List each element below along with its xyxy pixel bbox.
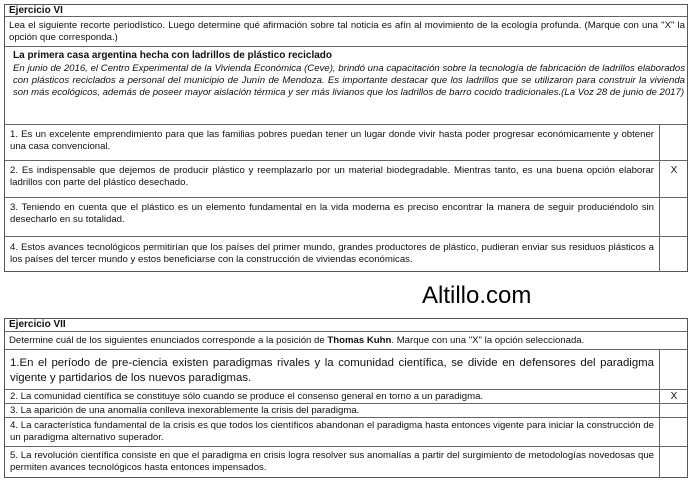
- instruction-text-start: Determine cuál de los siguientes enunciados corresponde a la posición de: [9, 335, 328, 346]
- exercise-7-instruction-row: [5, 332, 687, 350]
- exercise-7-block: [4, 318, 688, 478]
- option-text: 5. La revolución científica consiste en que el paradigma en crisis logra resolver sus anomalías a partir del surgimiento de metodologías novedosas que permiten avances tecnológicos hasta entonces impensados.: [10, 450, 654, 473]
- article-title: La primera casa argentina hecha con ladrillos de plástico reciclado: [13, 50, 333, 61]
- exercise-6-option-3[interactable]: [5, 198, 687, 237]
- exercise-7-title: Ejercicio VII: [9, 319, 66, 330]
- exercise-6-instruction-row: [5, 17, 687, 47]
- exercise-7-instruction: [9, 335, 685, 347]
- exercise-6-option-4[interactable]: [5, 237, 687, 272]
- exercise-6-instruction: Lea el siguiente recorte periodístico. Luego determine qué afirmación sobre tal noticia es afín al movimiento de la ecología profunda. (Marque con una "X" la opción que corresponda.): [9, 20, 685, 43]
- option-text: 1. Es un excelente emprendimiento para que las familias pobres puedan tener un lugar donde vivir hasta poder progresar económicamente y obtener una casa convencional.: [10, 129, 654, 152]
- instruction-text-end: . Marque con una "X" la opción seleccionada.: [391, 335, 585, 346]
- article-body: En junio de 2016, el Centro Experimental de la Vivienda Económica (Ceve), brindó una capacitación sobre la tecnología de fabricación de ladrillos elaborados con plásticos reciclados a personal del municipio de Junín de Mendoza. Es importante destacar que los ladrillos que se utilizaron para construir la vivienda son más ecológicos, además de poseer mayor aislación térmica y ser más livianos que los ladrillos de barro cocido tradicionales.(La Voz 28 de junio de 2017): [13, 63, 685, 98]
- option-text: 4. Estos avances tecnológicos permitirían que los países del primer mundo, grandes productores de plástico, pudieran enviar sus residuos plásticos a los países del tercer mundo y estos beneficiarse con la construcción de viviendas económicas.: [10, 242, 654, 265]
- exercise-6-option-2[interactable]: [5, 161, 687, 198]
- option-mark[interactable]: X: [670, 165, 678, 176]
- option-text: 2. Es indispensable que dejemos de producir plástico y reemplazarlo por un material biodegradable. Mientras tanto, es una buena opción elaborar ladrillos con parte del plástico desechado.: [10, 165, 654, 188]
- exercise-7-option-5[interactable]: [5, 447, 687, 478]
- option-text: 3. Teniendo en cuenta que el plástico es un elemento fundamental en la vida moderna es preciso encontrar la manera de seguir produciéndolo sin desecharlo en su totalidad.: [10, 202, 654, 225]
- option-text: 1.En el período de pre-ciencia existen paradigmas rivales y la comunidad científica, se divide en defensores del paradigma vigente y partidarios de los nuevos paradigmas.: [10, 357, 654, 384]
- option-text: 2. La comunidad científica se constituye sólo cuando se produce el consenso general en torno a un paradigma.: [10, 391, 484, 402]
- option-mark[interactable]: X: [670, 391, 678, 402]
- option-text: 4. La característica fundamental de la crisis es que todos los científicos abandonan el paradigma hasta entonces vigente para iniciar la construcción de un paradigma alternativo superador.: [10, 420, 654, 443]
- exercise-6-article-row: [5, 47, 687, 125]
- exercise-7-option-4[interactable]: [5, 418, 687, 447]
- instruction-author: Thomas Kuhn: [327, 335, 392, 346]
- option-text: 3. La aparición de una anomalía conlleva inexorablemente la crisis del paradigma.: [10, 405, 360, 416]
- exercise-6-header-row: [5, 5, 687, 17]
- exercise-7-header-row: [5, 319, 687, 332]
- exercise-6-block: [4, 4, 688, 272]
- exercise-7-option-2[interactable]: [5, 390, 687, 404]
- exercise-6-option-1[interactable]: [5, 125, 687, 161]
- watermark-altillo: Altillo.com: [422, 282, 532, 309]
- exercise-7-option-1[interactable]: [5, 350, 687, 390]
- exercise-7-options: [5, 350, 687, 478]
- exercise-7-option-3[interactable]: [5, 404, 687, 418]
- exercise-6-title: Ejercicio VI: [9, 5, 63, 16]
- exercise-6-options: [5, 125, 687, 272]
